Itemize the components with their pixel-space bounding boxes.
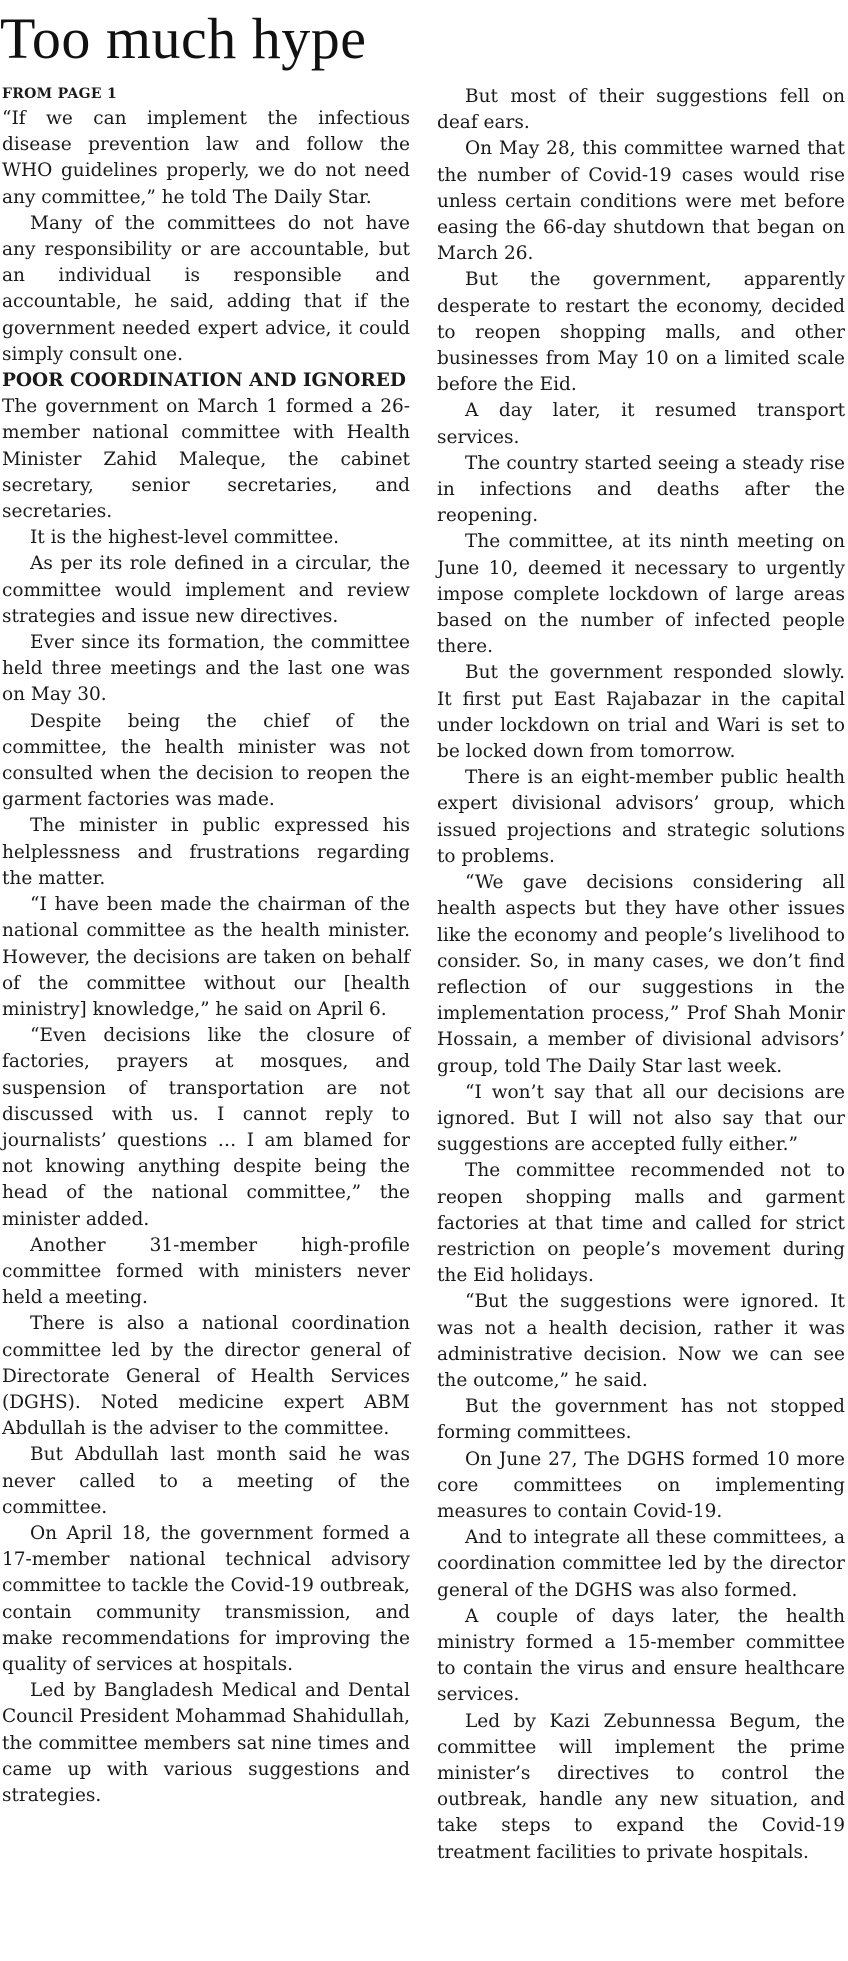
paragraph: A day later, it resumed transport services. xyxy=(437,400,845,448)
paragraph: There is an eight-member public health expert divisional advisors’ group, which issued projections and strategic solutions to problems. xyxy=(437,767,845,867)
headline: Too much hype xyxy=(0,6,367,71)
section-subhead: POOR COORDINATION AND IGNORED xyxy=(2,370,406,392)
jump-line: FROM PAGE 1 xyxy=(2,86,118,102)
paragraph: “But the suggestions were ignored. It was not a health decision, rather it was administrative decision. Now we can see the outcome,” he said. xyxy=(437,1291,845,1391)
article-column-right xyxy=(437,84,845,1866)
paragraph: There is also a national coordination committee led by the director general of Directorate General of Health Services (DGHS). Noted medicine expert ABM Abdullah is the adviser to the committee. xyxy=(2,1313,410,1440)
article-column-left xyxy=(2,84,410,1809)
paragraph: But the government has not stopped forming committees. xyxy=(437,1396,845,1444)
paragraph: The country started seeing a steady rise in infections and deaths after the reopening. xyxy=(437,452,845,527)
paragraph: The committee, at its ninth meeting on June 10, deemed it necessary to urgently impose complete lockdown of large areas based on the number of infected people there. xyxy=(437,531,845,658)
paragraph: Another 31-member high-profile committee formed with ministers never held a meeting. xyxy=(2,1234,410,1309)
paragraph: “If we can implement the infectious disease prevention law and follow the WHO guidelines properly, we do not need any committee,” he told The Daily Star. xyxy=(2,108,410,208)
paragraph: It is the highest-level committee. xyxy=(30,527,340,549)
paragraph: A couple of days later, the health ministry formed a 15-member committee to contain the virus and ensure healthcare services. xyxy=(437,1605,845,1706)
paragraph: “Even decisions like the closure of factories, prayers at mosques, and suspension of transportation are not discussed with us. I cannot reply to journalists’ questions … I am blamed for not knowing anything despite being the head of the national committee,” the minister added. xyxy=(2,1025,410,1230)
paragraph: On June 27, The DGHS formed 10 more core committees on implementing measures to contain Covid-19. xyxy=(437,1448,845,1522)
paragraph: Despite being the chief of the committee, the health minister was not consulted when the decision to reopen the garment factories was made. xyxy=(2,710,410,811)
paragraph: The minister in public expressed his helplessness and frustrations regarding the matter. xyxy=(2,815,410,889)
paragraph: Led by Bangladesh Medical and Dental Council President Mohammad Shahidullah, the committee members sat nine times and came up with various suggestions and strategies. xyxy=(2,1680,410,1806)
paragraph: But Abdullah last month said he was never called to a meeting of the committee. xyxy=(2,1444,410,1518)
paragraph: But the government responded slowly. It first put East Rajabazar in the capital under lockdown on trial and Wari is set to be locked down from tomorrow. xyxy=(437,662,845,763)
paragraph: Ever since its formation, the committee held three meetings and the last one was on May 30. xyxy=(2,632,410,706)
paragraph: The committee recommended not to reopen shopping malls and garment factories at that time and called for strict restriction on people’s movement during the Eid holidays. xyxy=(437,1160,845,1287)
paragraph: On April 18, the government formed a 17-member national technical advisory committee to tackle the Covid-19 outbreak, contain community transmission, and make recommendations for improving the quality of services at hospitals. xyxy=(2,1522,410,1675)
paragraph: Many of the committees do not have any responsibility or are accountable, but an individual is responsible and accountable, he said, adding that if the government needed expert advice, it could simply consult one. xyxy=(2,212,410,365)
paragraph: “I have been made the chairman of the national committee as the health minister. However, the decisions are taken on behalf of the committee without our [health ministry] knowledge,” he said on April 6. xyxy=(2,894,410,1020)
paragraph: But most of their suggestions fell on deaf ears. xyxy=(437,86,845,134)
paragraph: As per its role defined in a circular, the committee would implement and review strategies and issue new directives. xyxy=(2,553,410,627)
paragraph: And to integrate all these committees, a coordination committee led by the director general of the DGHS was also formed. xyxy=(437,1527,845,1601)
paragraph: On May 28, this committee warned that the number of Covid-19 cases would rise unless certain conditions were met before easing the 66-day shutdown that began on March 26. xyxy=(437,138,845,265)
paragraph: Led by Kazi Zebunnessa Begum, the committee will implement the prime minister’s directives to control the outbreak, handle any new situation, and take steps to expand the Covid-19 treatment facilities to private hospitals. xyxy=(437,1710,845,1863)
paragraph: But the government, apparently desperate to restart the economy, decided to reopen shopping malls, and other businesses from May 10 on a limited scale before the Eid. xyxy=(437,269,845,396)
paragraph: The government on March 1 formed a 26-member national committee with Health Minister Zahid Maleque, the cabinet secretary, senior secretaries, and secretaries. xyxy=(2,396,410,523)
paragraph: “We gave decisions considering all health aspects but they have other issues like the economy and people’s livelihood to consider. So, in many cases, we don’t find reflection of our suggestions in the implementation process,” Prof Shah Monir Hossain, a member of divisional advisors’ group, told The Daily Star last week. xyxy=(437,872,845,1077)
paragraph: “I won’t say that all our decisions are ignored. But I will not also say that our suggestions are accepted fully either.” xyxy=(437,1081,845,1156)
